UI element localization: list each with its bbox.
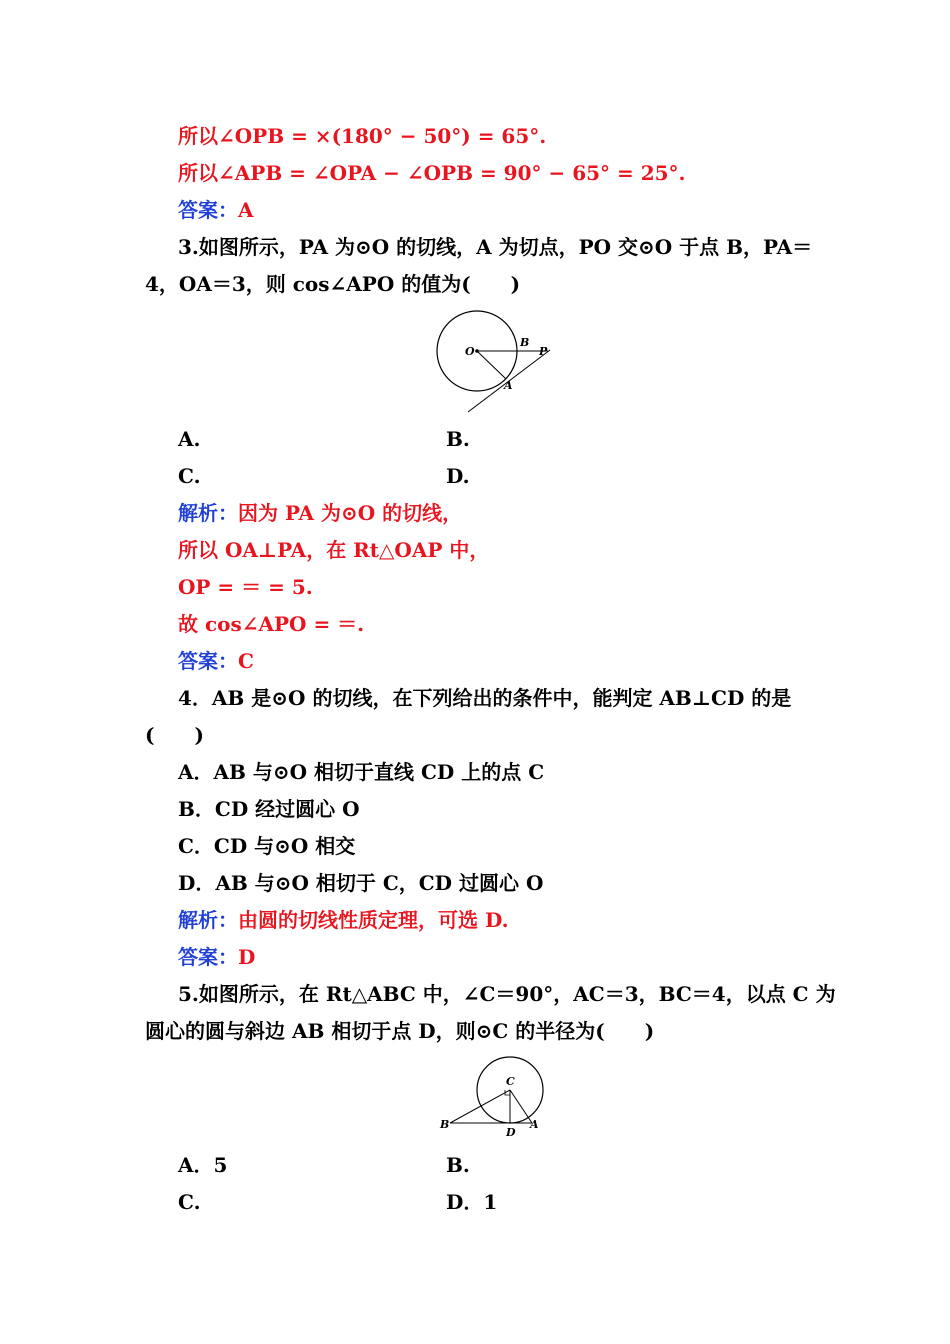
answer-value: A [238, 198, 254, 222]
solution-line-2: 所以∠APB = ∠OPA − ∠OPB = 90° − 65° = 25°. [178, 161, 686, 185]
q3-analysis-line-3: OP = ＝ = 5. [178, 575, 313, 599]
q4-option-c: C．CD 与⊙O 相交 [178, 834, 356, 858]
q3-answer-label: 答案： [178, 649, 238, 673]
q5-label-c: C [506, 1075, 515, 1088]
q4-stem-line-1: 4．AB 是⊙O 的切线，在下列给出的条件中，能判定 AB⊥CD 的是 [178, 686, 792, 710]
q3-stem-line-1: 3.如图所示，PA 为⊙O 的切线，A 为切点，PO 交⊙O 于点 B，PA＝ [178, 235, 813, 259]
q3-label-o: O [465, 345, 475, 358]
q4-analysis-text: 由圆的切线性质定理，可选 D. [238, 908, 509, 932]
q3-figure [420, 300, 560, 420]
q3-center-dot [475, 349, 479, 353]
q3-stem-line-2: 4，OA＝3，则 cos∠APO 的值为( ) [145, 272, 521, 296]
q3-option-c: C. [178, 464, 201, 488]
q5-option-d: D．1 [446, 1190, 498, 1214]
q4-stem-line-2: ( ) [145, 723, 204, 747]
answer-line [178, 197, 254, 223]
q5-label-d: D [506, 1126, 516, 1139]
q5-stem-line-2: 圆心的圆与斜边 AB 相切于点 D，则⊙C 的半径为( ) [145, 1019, 655, 1043]
q3-analysis-line-2: 所以 OA⊥PA，在 Rt△OAP 中， [178, 538, 490, 562]
q3-answer-line [178, 648, 254, 674]
q3-analysis-text-1: 因为 PA 为⊙O 的切线， [238, 501, 463, 525]
q5-figure [430, 1052, 560, 1144]
q5-label-b: B [440, 1118, 450, 1131]
q3-analysis-line-1 [178, 500, 462, 526]
q4-option-d: D．AB 与⊙O 相切于 C，CD 过圆心 O [178, 871, 544, 895]
q5-option-b: B. [446, 1153, 470, 1177]
solution-line-1: 所以∠OPB = ×(180° − 50°) = 65°. [178, 124, 547, 148]
q4-option-a: A．AB 与⊙O 相切于直线 CD 上的点 C [178, 760, 545, 784]
q5-option-c: C. [178, 1190, 201, 1214]
q3-label-p: P [539, 345, 548, 358]
q3-option-d: D. [446, 464, 470, 488]
q5-stem-line-1: 5.如图所示，在 Rt△ABC 中，∠C＝90°，AC＝3，BC＝4，以点 C 为 [178, 982, 836, 1006]
q5-segment-ca [510, 1090, 532, 1123]
q5-label-a: A [530, 1118, 539, 1131]
answer-label: 答案： [178, 198, 238, 222]
q3-analysis-line-4: 故 cos∠APO = ＝. [178, 612, 365, 636]
q3-label-b: B [520, 336, 530, 349]
q4-analysis-line [178, 907, 509, 933]
q3-segment-oa [477, 351, 506, 379]
q4-answer-label: 答案： [178, 945, 238, 969]
q4-option-b: B．CD 经过圆心 O [178, 797, 360, 821]
q3-analysis-label: 解析： [178, 501, 238, 525]
q3-option-a: A. [178, 427, 201, 451]
q5-option-a: A．5 [178, 1153, 228, 1177]
q4-answer-value: D [238, 945, 256, 969]
q5-segment-bc [450, 1090, 510, 1123]
q3-option-b: B. [446, 427, 470, 451]
q4-analysis-label: 解析： [178, 908, 238, 932]
q4-answer-line [178, 944, 255, 970]
q3-answer-value: C [238, 649, 254, 673]
q3-label-a: A [504, 379, 513, 392]
